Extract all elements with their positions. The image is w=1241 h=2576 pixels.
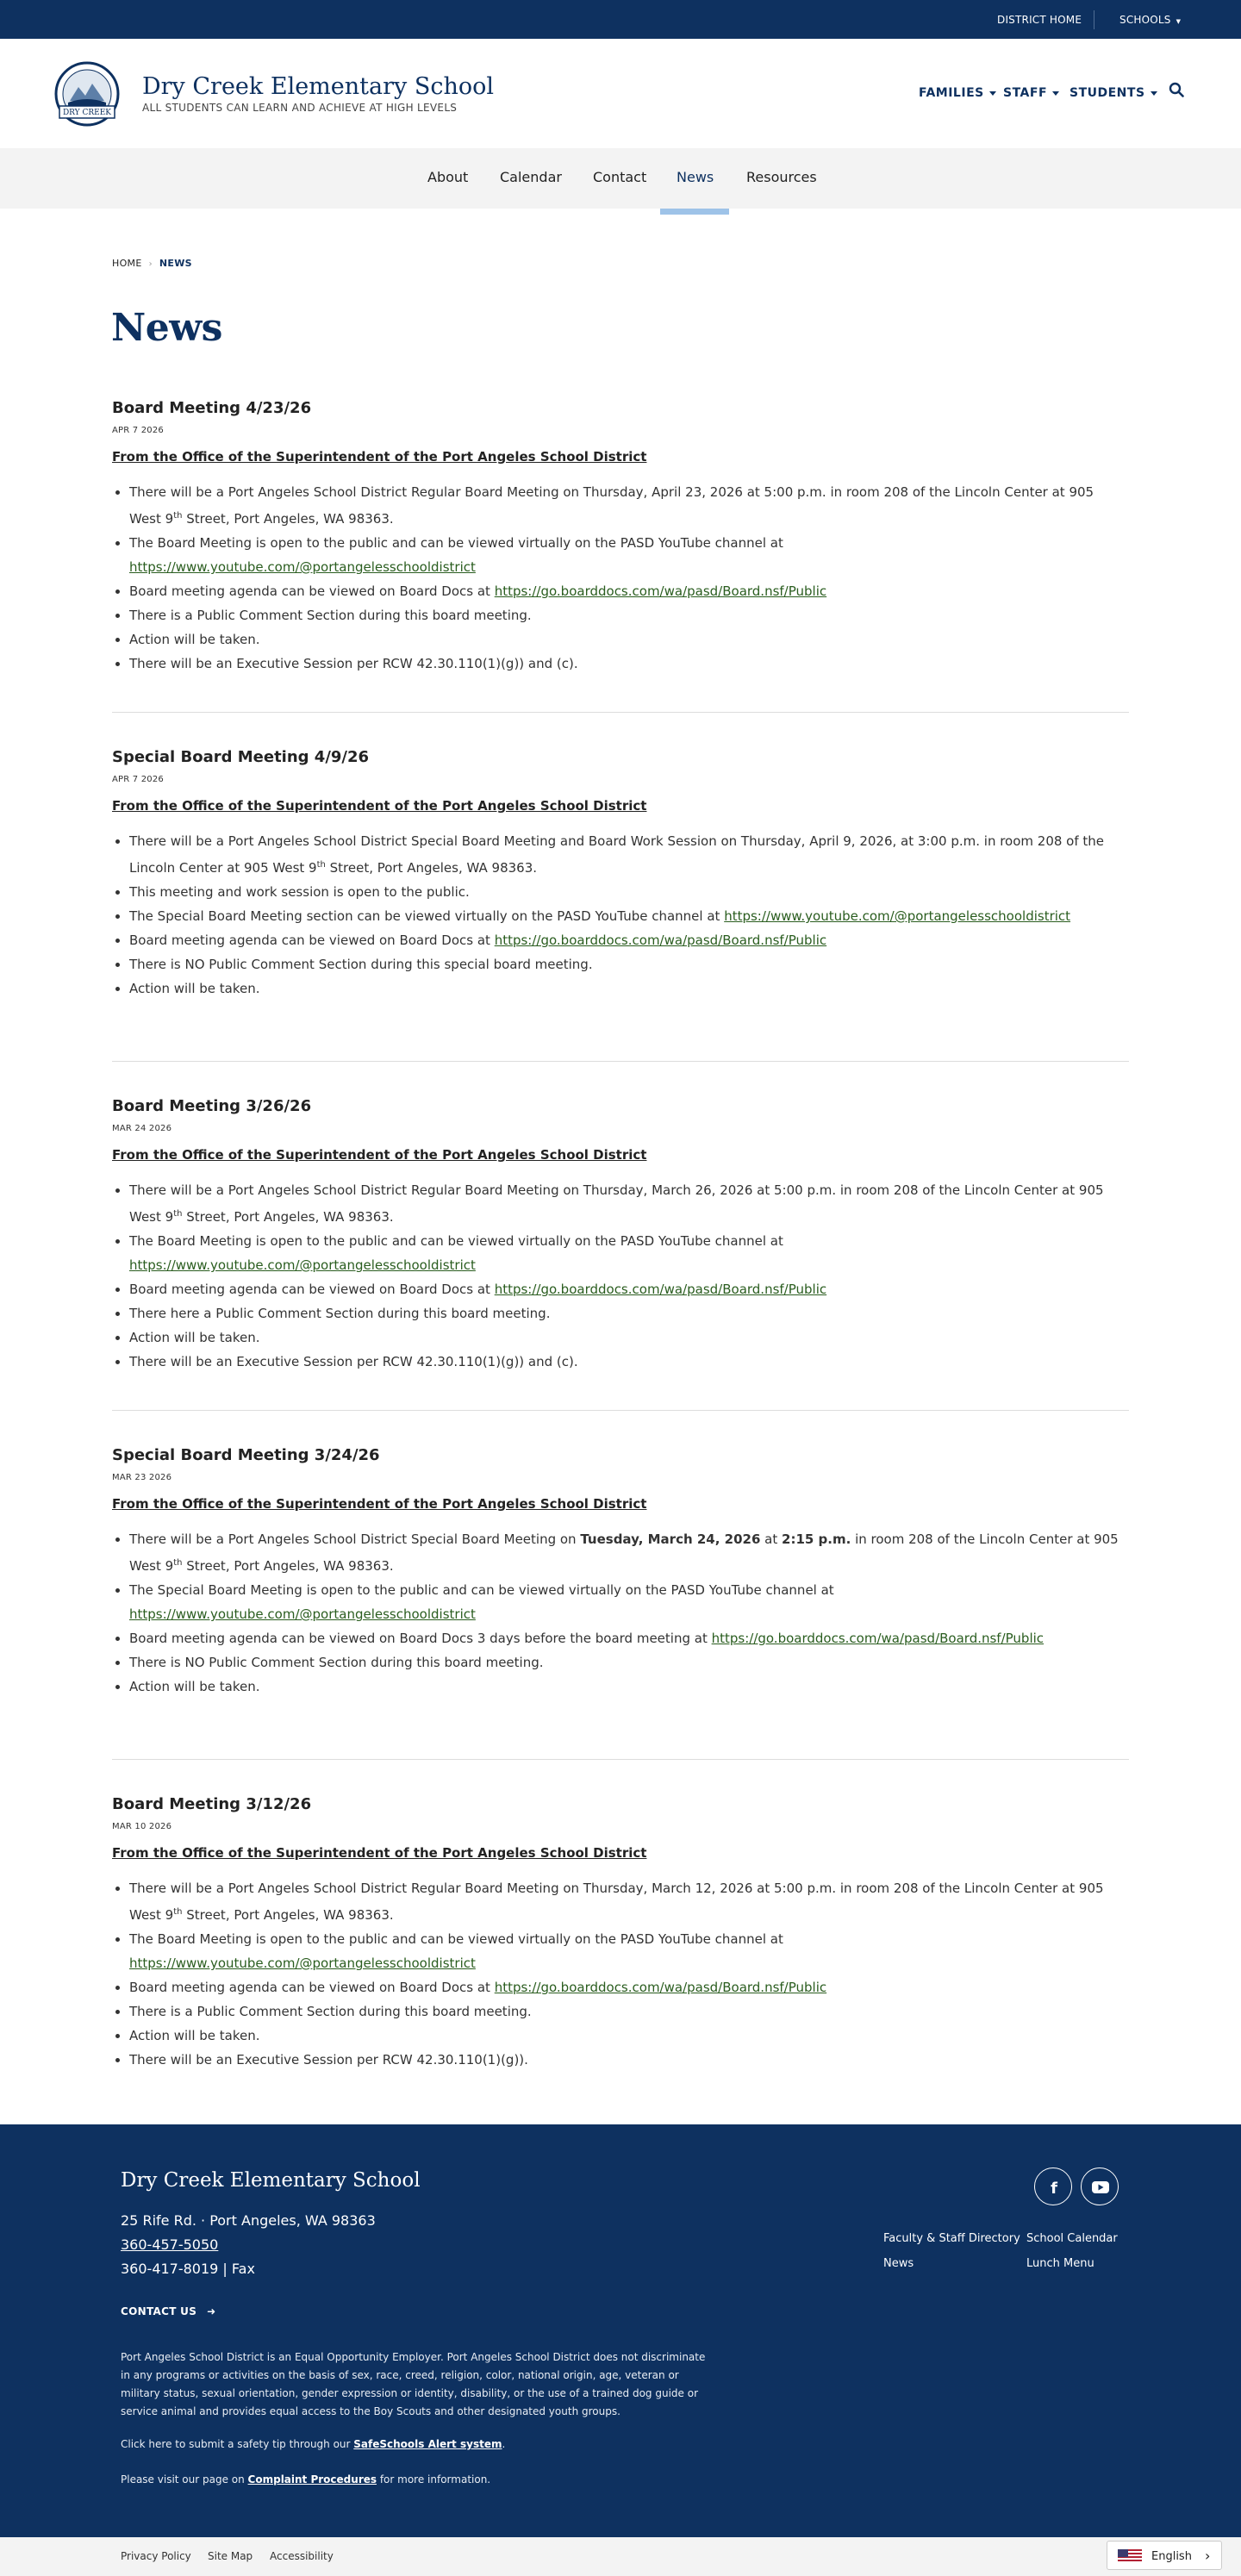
list-item: • Board meeting agenda can be viewed on Board Docs 3 days before the board meeting at https://go.boarddocs.com/wa/pasd/Board.nsf/Public — [129, 1626, 1129, 1650]
list-item: • There will be a Port Angeles School District Regular Board Meeting on Thursday, March 26, 2026 at 5:00 p.m. in room 208 of the Lincoln Center at 905 West 9th Street, Port Angeles, WA 98363. — [129, 1178, 1129, 1229]
boarddocs-link[interactable]: https://go.boarddocs.com/wa/pasd/Board.nsf/Public — [711, 1631, 1045, 1646]
footer-phone-link[interactable]: 360-457-5050 — [121, 2236, 219, 2253]
post-date: MAR 23 2026 — [112, 1473, 172, 1482]
post-list — [112, 1527, 1129, 1699]
facebook-button[interactable] — [1034, 2167, 1072, 2205]
post-list — [112, 1876, 1129, 2072]
youtube-link[interactable]: https://www.youtube.com/@portangelesschooldistrict — [129, 1955, 476, 1971]
nav-staff[interactable]: STAFF — [1003, 86, 1059, 100]
post-title[interactable]: Board Meeting 3/26/26 — [112, 1097, 312, 1115]
list-item: • There will be an Executive Session per RCW 42.30.110(1)(g)) and (c). — [129, 1350, 1129, 1374]
list-item: • The Board Meeting is open to the public and can be viewed virtually on the PASD YouTube channel at https://www.youtube.com/@portangelesschooldistrict — [129, 531, 1129, 579]
post-date: MAR 10 2026 — [112, 1822, 172, 1831]
tab-resources[interactable]: Resources — [746, 169, 817, 185]
post-date: APR 7 2026 — [112, 426, 164, 435]
boarddocs-link[interactable]: https://go.boarddocs.com/wa/pasd/Board.nsf/Public — [494, 1282, 827, 1297]
youtube-link[interactable]: https://www.youtube.com/@portangelesschooldistrict — [724, 908, 1071, 924]
youtube-link[interactable]: https://www.youtube.com/@portangelesschooldistrict — [129, 1257, 476, 1273]
boarddocs-link[interactable]: https://go.boarddocs.com/wa/pasd/Board.nsf/Public — [494, 1980, 827, 1995]
site-footer — [0, 2124, 1241, 2537]
list-item: • There is NO Public Comment Section during this special board meeting. — [129, 952, 1129, 976]
list-item: • There is NO Public Comment Section during this board meeting. — [129, 1650, 1129, 1675]
list-item: • There will be an Executive Session per RCW 42.30.110(1)(g)) and (c). — [129, 652, 1129, 676]
news-post — [112, 1446, 1129, 1699]
footer-school-name: Dry Creek Elementary School — [121, 2169, 421, 2192]
youtube-link[interactable]: https://www.youtube.com/@portangelesschooldistrict — [129, 559, 476, 575]
arrow-right-icon: ➜ — [207, 2305, 216, 2317]
list-item: • There will be a Port Angeles School District Special Board Meeting on Tuesday, March 24, 2026 at 2:15 p.m. in room 208 of the Lincoln Center at 905 West 9th Street, Port Angeles, WA 98363. — [129, 1527, 1129, 1578]
post-title[interactable]: Board Meeting 4/23/26 — [112, 399, 312, 417]
news-post — [112, 399, 1129, 676]
list-item: • Board meeting agenda can be viewed on Board Docs at https://go.boarddocs.com/wa/pasd/Board.nsf/Public — [129, 928, 1129, 952]
post-list — [112, 1178, 1129, 1374]
post-office-heading: From the Office of the Superintendent of the Port Angeles School District — [112, 1147, 647, 1163]
us-flag-icon — [1118, 2549, 1142, 2563]
language-selector[interactable] — [1107, 2541, 1222, 2570]
list-item: • Action will be taken. — [129, 1675, 1129, 1699]
boarddocs-link[interactable]: https://go.boarddocs.com/wa/pasd/Board.nsf/Public — [494, 932, 827, 948]
caret-down-icon — [1052, 91, 1059, 96]
list-item: • The Board Meeting is open to the public and can be viewed virtually on the PASD YouTube channel at https://www.youtube.com/@portangelesschooldistrict — [129, 1229, 1129, 1277]
caret-down-icon — [1151, 91, 1157, 96]
post-divider — [112, 1759, 1129, 1760]
language-label: English — [1151, 2550, 1192, 2563]
list-item: • There here a Public Comment Section during this board meeting. — [129, 1301, 1129, 1325]
accessibility-link[interactable]: Accessibility — [270, 2550, 334, 2562]
list-item: • There will be a Port Angeles School District Special Board Meeting and Board Work Session on Thursday, April 9, 2026, at 3:00 p.m. in room 208 of the Lincoln Center at 905 West 9th Street, Port Angeles, WA 98363. — [129, 829, 1129, 880]
boarddocs-link[interactable]: https://go.boarddocs.com/wa/pasd/Board.nsf/Public — [494, 583, 827, 599]
footer-link-calendar[interactable]: School Calendar — [1026, 2232, 1118, 2245]
breadcrumb — [112, 258, 192, 269]
post-date: MAR 24 2026 — [112, 1124, 172, 1133]
caret-down-icon — [989, 91, 996, 96]
legal-bar — [0, 2537, 1241, 2576]
caret-down-icon: ▼ — [1176, 18, 1182, 25]
tab-calendar[interactable]: Calendar — [500, 169, 562, 185]
facebook-icon — [1035, 2168, 1073, 2206]
privacy-policy-link[interactable]: Privacy Policy — [121, 2550, 191, 2562]
list-item: • There is a Public Comment Section during this board meeting. — [129, 1999, 1129, 2024]
search-icon[interactable] — [1169, 82, 1184, 97]
safety-tip-text: Click here to submit a safety tip through our SafeSchools Alert system. — [121, 2438, 506, 2450]
post-office-heading: From the Office of the Superintendent of the Port Angeles School District — [112, 798, 647, 814]
nav-students[interactable]: STUDENTS — [1070, 86, 1157, 100]
tab-about[interactable]: About — [427, 169, 469, 185]
list-item: • This meeting and work session is open to the public. — [129, 880, 1129, 904]
list-item: • The Special Board Meeting is open to the public and can be viewed virtually on the PASD YouTube channel at https://www.youtube.com/@portangelesschooldistrict — [129, 1578, 845, 1626]
breadcrumb-home[interactable]: HOME — [112, 258, 142, 269]
chevron-right-icon: › — [1205, 2548, 1211, 2564]
list-item: • There will be an Executive Session per RCW 42.30.110(1)(g)). — [129, 2048, 1129, 2072]
footer-link-news[interactable]: News — [883, 2257, 914, 2270]
list-item: • Board meeting agenda can be viewed on Board Docs at https://go.boarddocs.com/wa/pasd/Board.nsf/Public — [129, 579, 1129, 603]
contact-us-link[interactable]: CONTACT US ➜ — [121, 2305, 216, 2317]
post-divider — [112, 712, 1129, 713]
chevron-right-icon: › — [148, 259, 153, 269]
site-map-link[interactable]: Site Map — [208, 2550, 253, 2562]
list-item: • There will be a Port Angeles School District Regular Board Meeting on Thursday, March 12, 2026 at 5:00 p.m. in room 208 of the Lincoln Center at 905 West 9th Street, Port Angeles, WA 98363. — [129, 1876, 1129, 1927]
complaint-text: Please visit our page on Complaint Procedures for more information. — [121, 2473, 491, 2486]
schools-dropdown[interactable]: SCHOOLS ▼ — [1119, 14, 1182, 26]
footer-link-directory[interactable]: Faculty & Staff Directory — [883, 2232, 1020, 2245]
equal-opportunity-statement: Port Angeles School District is an Equal Opportunity Employer. Port Angeles School District does not discriminate in any programs or activities on the basis of sex, race, creed, religion, color, national origin, age, veteran or military status, sexual orientation, gender expression or identity, disability, or the use of a trained dog guide or service animal and provides equal access to the Boy Scouts and other designated youth groups. — [121, 2351, 706, 2417]
news-post — [112, 1795, 1129, 2072]
footer-link-lunch-menu[interactable]: Lunch Menu — [1026, 2257, 1094, 2270]
post-list — [112, 829, 1129, 1001]
active-tab-indicator — [660, 209, 729, 215]
list-item: • Action will be taken. — [129, 2024, 1129, 2048]
footer-address: 25 Rife Rd. · Port Angeles, WA 98363 — [121, 2212, 376, 2229]
news-post — [112, 748, 1129, 1001]
list-item: • There is a Public Comment Section during this board meeting. — [129, 603, 1129, 627]
breadcrumb-current: NEWS — [159, 258, 192, 269]
list-item: • The Special Board Meeting section can be viewed virtually on the PASD YouTube channel at https://www.youtube.com/@portangelesschooldistrict — [129, 904, 1129, 928]
list-item: • Board meeting agenda can be viewed on Board Docs at https://go.boarddocs.com/wa/pasd/Board.nsf/Public — [129, 1277, 1129, 1301]
post-office-heading: From the Office of the Superintendent of the Port Angeles School District — [112, 449, 647, 465]
youtube-button[interactable] — [1081, 2167, 1119, 2205]
safeschools-link[interactable]: SafeSchools Alert system — [353, 2438, 502, 2450]
logo-lettering: DRY CREEK — [62, 109, 112, 117]
tab-contact[interactable]: Contact — [593, 169, 647, 185]
post-title[interactable]: Special Board Meeting 3/24/26 — [112, 1446, 380, 1464]
post-office-heading: From the Office of the Superintendent of the Port Angeles School District — [112, 1496, 647, 1512]
school-name[interactable]: Dry Creek Elementary School — [142, 73, 494, 100]
school-tagline: ALL STUDENTS CAN LEARN AND ACHIEVE AT HIGH LEVELS — [142, 102, 458, 114]
footer-fax: 360-417-8019 | Fax — [121, 2261, 255, 2277]
list-item: • Action will be taken. — [129, 1325, 1129, 1350]
list-item: • The Board Meeting is open to the public and can be viewed virtually on the PASD YouTube channel at https://www.youtube.com/@portangelesschooldistrict — [129, 1927, 1129, 1975]
tab-news[interactable]: News — [677, 169, 714, 185]
svg-text:f: f — [1051, 2180, 1057, 2198]
post-divider — [112, 1410, 1129, 1411]
school-logo[interactable] — [49, 61, 125, 130]
site-header — [0, 39, 1241, 148]
nav-families[interactable]: FAMILIES — [919, 86, 996, 100]
youtube-icon — [1082, 2168, 1119, 2206]
section-nav — [0, 148, 1241, 209]
post-list — [112, 480, 1129, 676]
list-item: • Action will be taken. — [129, 627, 1129, 652]
utility-bar — [0, 0, 1241, 39]
complaint-procedures-link[interactable]: Complaint Procedures — [247, 2473, 377, 2486]
post-title[interactable]: Board Meeting 3/12/26 — [112, 1795, 312, 1813]
post-office-heading: From the Office of the Superintendent of the Port Angeles School District — [112, 1845, 647, 1861]
post-title[interactable]: Special Board Meeting 4/9/26 — [112, 748, 370, 766]
district-home-link[interactable]: DISTRICT HOME — [997, 14, 1082, 26]
list-item: • Action will be taken. — [129, 976, 1129, 1001]
news-post — [112, 1097, 1129, 1374]
post-date: APR 7 2026 — [112, 775, 164, 784]
post-divider — [112, 1061, 1129, 1062]
list-item: • Board meeting agenda can be viewed on Board Docs at https://go.boarddocs.com/wa/pasd/Board.nsf/Public — [129, 1975, 1129, 1999]
list-item: • There will be a Port Angeles School District Regular Board Meeting on Thursday, April 23, 2026 at 5:00 p.m. in room 208 of the Lincoln Center at 905 West 9th Street, Port Angeles, WA 98363. — [129, 480, 1129, 531]
page-title: News — [111, 306, 222, 350]
youtube-link[interactable]: https://www.youtube.com/@portangelesschooldistrict — [129, 1606, 476, 1622]
